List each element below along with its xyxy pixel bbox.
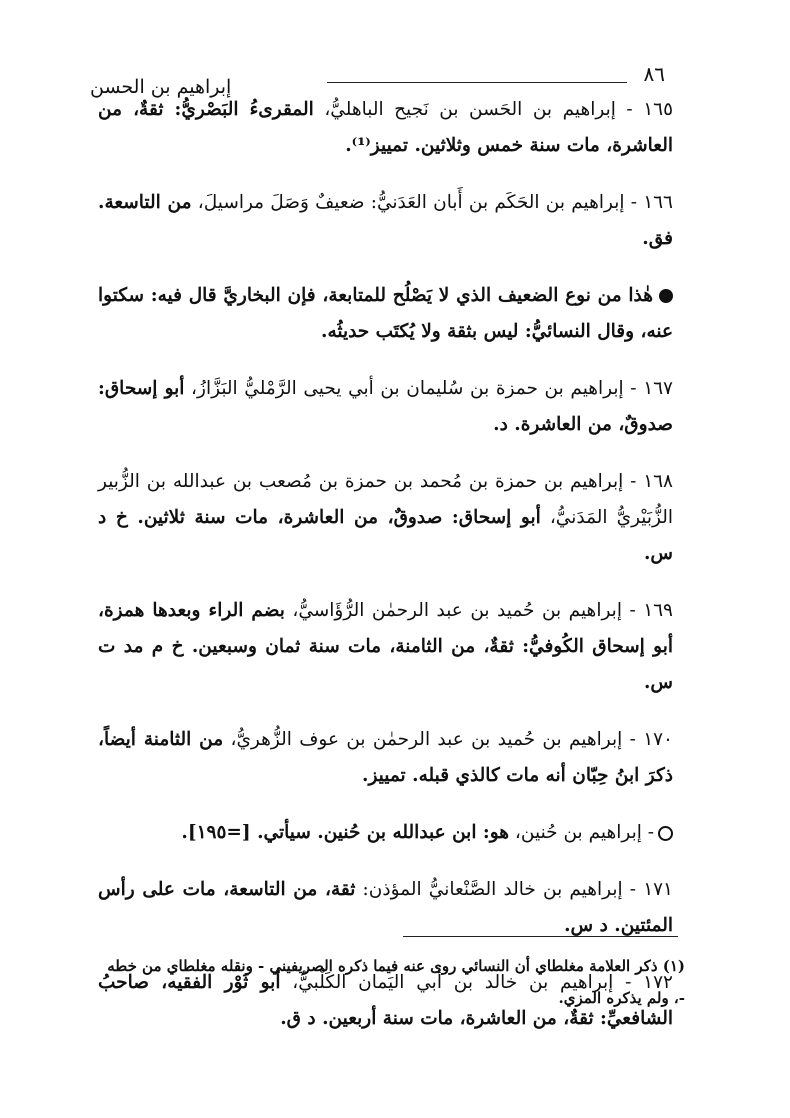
entry-rest: المقرىءُ البَصْريُّ: ثقةٌ، من العاشرة، مات سنة خمس وثلاثين. تمييز⁽¹⁾.: [98, 99, 673, 156]
header-rule: [327, 82, 627, 83]
entry-rest: من التاسعة. فق.: [98, 192, 673, 249]
entry-lead: - إبراهيم بن حُنين،: [509, 822, 654, 843]
entry-lead: ١٦٧ - إبراهيم بن حمزة بن سُليمان بن أبي يحيى الرَّمْليُّ البَزَّازُ،: [184, 378, 673, 399]
entry-169: [98, 593, 673, 701]
footnote: (١) ذكر العلامة مغلطاي أن النسائي روى عنه فيما ذكره الصريفيني - ونقله مغلطاي من خطه -، ولم يذكره المزي.: [107, 957, 685, 1007]
ring-icon: [658, 826, 673, 841]
entry-166: [98, 185, 673, 257]
entry-165: [98, 92, 673, 164]
entry-lead: ١٦٥ - إبراهيم بن الحَسن بن نَجيح الباهليُّ،: [313, 99, 674, 120]
entry-171: [98, 872, 673, 944]
footnote-rule: [403, 936, 678, 937]
entry-rest: أبو ثَوْر الفقيه، صاحبُ الشافعيِّ: ثقةٌ، من العاشرة، مات سنة أربعين. د ق.: [98, 972, 673, 1029]
entry-rest: ثقة، من التاسعة، مات على رأس المئتين. د س.: [98, 879, 673, 936]
entry-lead: ١٧١ - إبراهيم بن خالد الصَّنْعانيُّ المؤذن:: [355, 879, 673, 900]
entry-rest: من الثامنة أيضاً، ذكرَ ابنُ حِبّان أنه مات كالذي قبله. تمييز.: [98, 729, 673, 786]
entry-lead: ١٧٠ - إبراهيم بن حُميد بن عبد الرحمٰن بن عوف الزُّهريُّ،: [223, 729, 673, 750]
bullet-icon: [659, 289, 673, 303]
entry-lead: ١٦٩ - إبراهيم بن حُميد بن عبد الرحمٰن الرُّؤَاسيُّ،: [284, 600, 673, 621]
entry-167: [98, 371, 673, 443]
entry-rest: أبو إسحاق: صدوقٌ، من العاشرة. د.: [98, 378, 673, 435]
page-number: ٨٦: [643, 62, 665, 86]
entry-lead: ١٦٨ - إبراهيم بن حمزة بن مُحمد بن حمزة بن مُصعب بن عبدالله بن الزُّبير الزُّبَيْريُّ المَدَنيُّ،: [98, 471, 674, 528]
entry-hunain: [98, 815, 673, 851]
entry-lead: ١٧٢ - إبراهيم بن خالد بن أبي اليَمان الكَلْبيُّ،: [280, 972, 673, 993]
entry-rest: هو: ابن عبدالله بن حُنين. سيأتي. [=١٩٥].: [181, 822, 510, 843]
note-weak: [98, 278, 673, 350]
entry-rest: أبو إسحاق: صدوقٌ، من العاشرة، مات سنة ثلاثين. خ د س.: [98, 507, 673, 564]
running-title: إبراهيم بن الحسن: [90, 76, 232, 98]
entry-rest: هٰذا من نوع الضعيف الذي لا يَصْلُح للمتابعة، فإن البخاريَّ قال فيه: سكتوا عنه، وقال النسائيُّ: ليس بثقة ولا يُكتَب حديثُه.: [98, 285, 673, 342]
entry-lead: ١٦٦ - إبراهيم بن الحَكَم بن أَبان العَدَنيُّ: ضعيفٌ وَصَلَ مراسيلَ،: [191, 192, 673, 213]
page-header: [90, 60, 665, 98]
entry-168: [98, 464, 673, 572]
body-text: [98, 92, 673, 1058]
entry-170: [98, 722, 673, 794]
entry-rest: بضم الراء وبعدها همزة، أبو إسحاق الكُوفيُّ: ثقةٌ، من الثامنة، مات سنة ثمان وسبعين. خ م مد ت س.: [98, 600, 673, 693]
